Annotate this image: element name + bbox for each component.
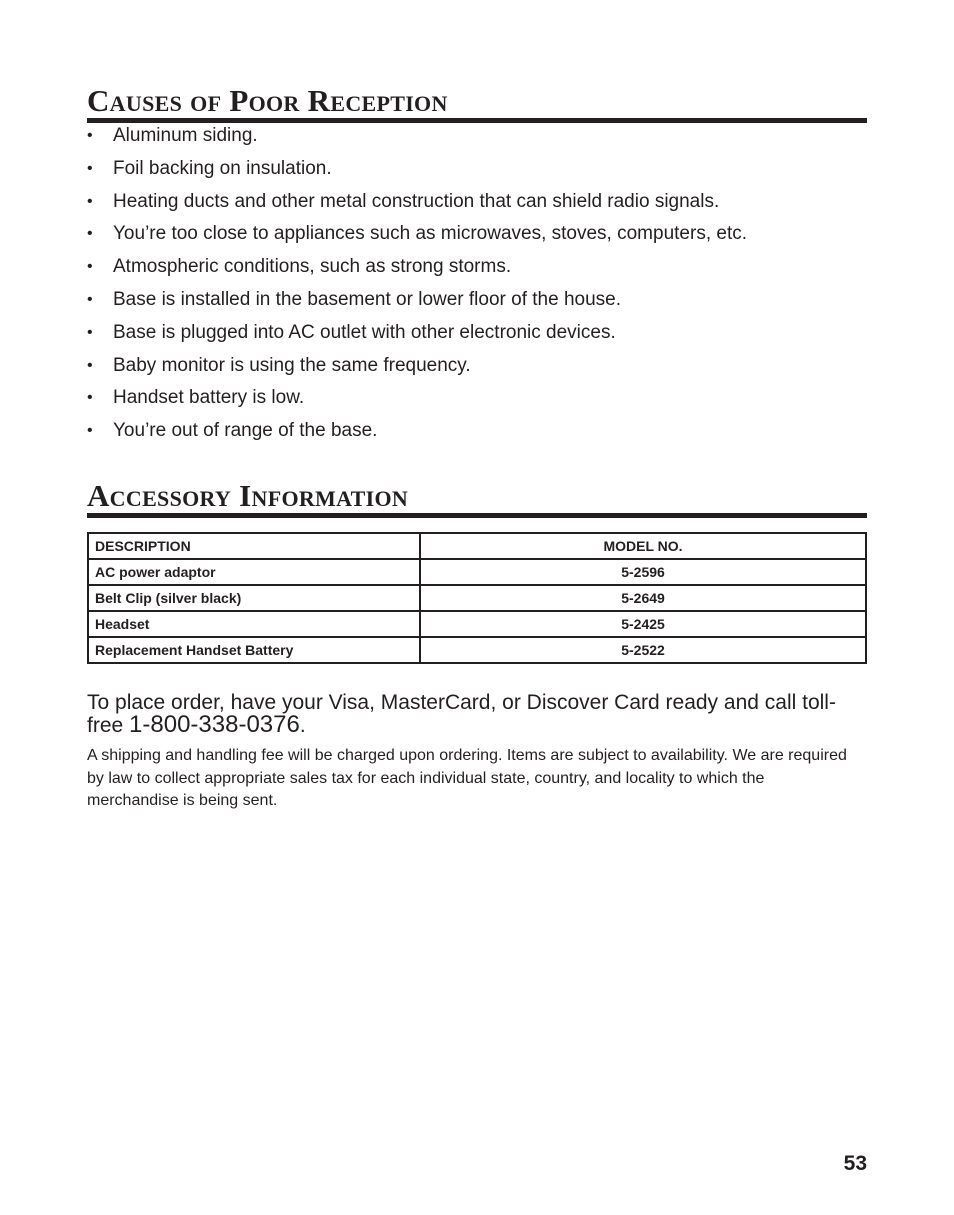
phone-number: 1-800-338-0376 [129, 711, 300, 738]
list-item-text: You’re out of range of the base. [113, 420, 378, 442]
list-item-text: Baby monitor is using the same frequency. [113, 354, 471, 376]
order-instructions [87, 692, 847, 737]
list-item-text: Aluminum siding. [113, 125, 258, 146]
list-item-text: Heating ducts and other metal construction that can shield radio signals. [113, 190, 720, 212]
table-row [88, 611, 866, 637]
cell-model-no: 5-2425 [420, 611, 866, 637]
table-row [88, 559, 866, 585]
phone-suffix: . [299, 714, 306, 737]
bullet-icon: • [87, 422, 93, 440]
list-item [87, 120, 867, 153]
bullet-icon: • [87, 225, 93, 243]
cell-description: Belt Clip (silver black) [88, 585, 420, 611]
list-item-text: Atmospheric conditions, such as strong storms. [113, 256, 512, 278]
bullet-icon: • [87, 290, 93, 308]
page-number: 53 [843, 1152, 867, 1175]
list-item-text: Base is plugged into AC outlet with other electronic devices. [113, 321, 616, 343]
list-item [87, 218, 867, 251]
cell-model-no: 5-2596 [420, 559, 866, 585]
bullet-icon: • [87, 127, 93, 144]
list-item [87, 382, 867, 415]
list-item-text: Foil backing on insulation. [113, 157, 332, 179]
list-item [87, 251, 867, 284]
list-item [87, 186, 867, 219]
list-item [87, 317, 867, 350]
bullet-icon: • [87, 389, 93, 407]
bullet-icon: • [87, 192, 93, 210]
cell-description: Replacement Handset Battery [88, 637, 420, 663]
list-item-text: Handset battery is low. [113, 387, 305, 409]
order-text: To place order, have your Visa, MasterCard, or Discover Card ready and call toll-free [87, 691, 836, 737]
table-header-row [88, 533, 866, 559]
accessory-table [87, 532, 867, 664]
causes-heading: Causes of Poor Reception [87, 84, 867, 123]
list-item [87, 284, 867, 317]
bullet-icon: • [87, 159, 93, 177]
header-description: DESCRIPTION [88, 533, 420, 559]
bullet-icon: • [87, 258, 93, 276]
cell-description: AC power adaptor [88, 559, 420, 585]
header-model-no: MODEL NO. [420, 533, 866, 559]
accessory-heading: Accessory Information [87, 479, 867, 518]
causes-list [87, 120, 867, 448]
shipping-notice: A shipping and handling fee will be charged upon ordering. Items are subject to availability. We are required by law to collect appropriate sales tax for each individual state, country, and locality to which the merchandise is being sent. [87, 747, 847, 809]
list-item [87, 153, 867, 186]
bullet-icon: • [87, 323, 93, 341]
list-item-text: Base is installed in the basement or lower floor of the house. [113, 288, 622, 310]
cell-model-no: 5-2522 [420, 637, 866, 663]
list-item-text: You’re too close to appliances such as microwaves, stoves, computers, etc. [113, 223, 747, 245]
list-item [87, 350, 867, 383]
table-row [88, 585, 866, 611]
cell-model-no: 5-2649 [420, 585, 866, 611]
table-row [88, 637, 866, 663]
bullet-icon: • [87, 356, 93, 374]
cell-description: Headset [88, 611, 420, 637]
list-item [87, 415, 867, 448]
